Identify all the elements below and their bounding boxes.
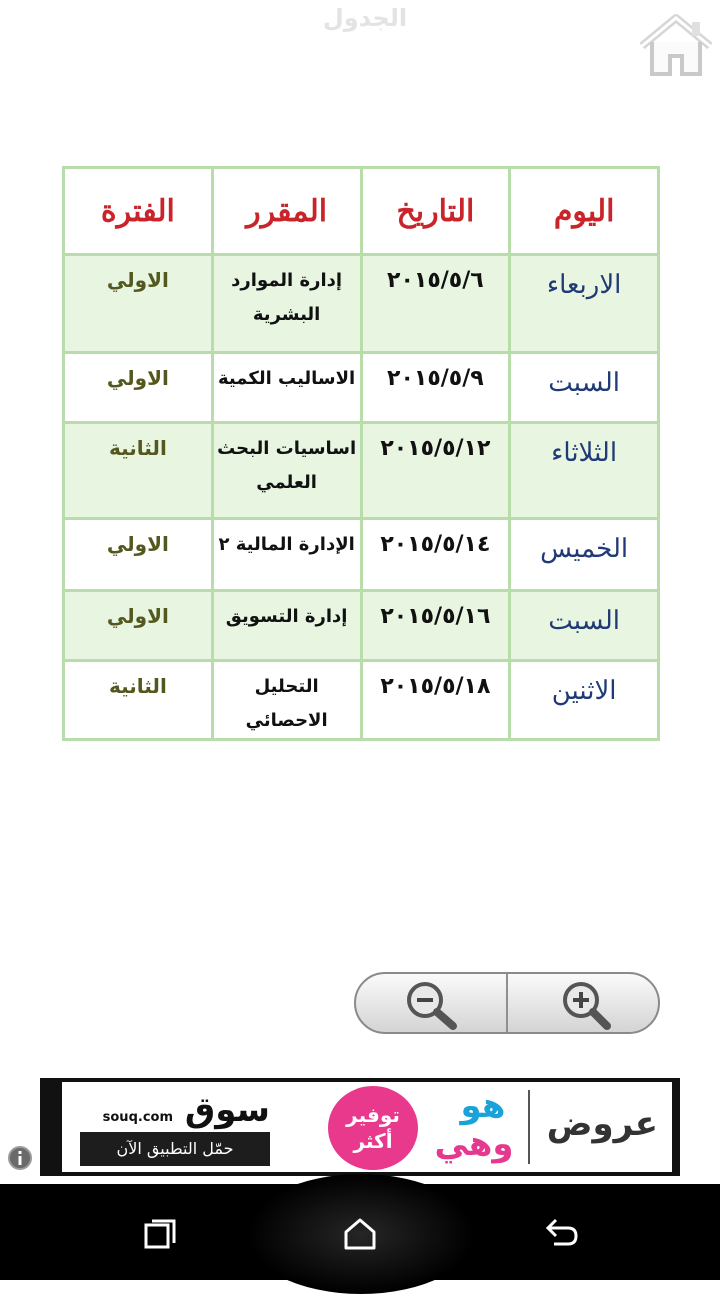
table-row: [64, 661, 659, 740]
table-row: [64, 423, 659, 519]
cell-date: ٢٠١٥/٥/١٤: [361, 519, 510, 591]
cell-date: ٢٠١٥/٥/١٢: [361, 423, 510, 519]
ad-badge: [328, 1086, 418, 1170]
home-icon: [636, 12, 716, 80]
cell-course: إدارة الموارد البشرية: [212, 255, 361, 353]
cell-period: الاولي: [64, 255, 213, 353]
cell-course: إدارة التسويق: [212, 591, 361, 661]
recent-apps-button[interactable]: [138, 1212, 182, 1256]
ad-content[interactable]: [62, 1082, 672, 1172]
cell-day: السبت: [510, 591, 659, 661]
cell-date: ٢٠١٥/٥/١٨: [361, 661, 510, 740]
exam-schedule-table: [62, 166, 660, 741]
ad-badge-line1: توفير: [346, 1103, 400, 1127]
cell-day: الاربعاء: [510, 255, 659, 353]
table-row: [64, 255, 659, 353]
ad-info-button[interactable]: [6, 1144, 34, 1172]
cell-day: الخميس: [510, 519, 659, 591]
header-period: الفترة: [64, 168, 213, 255]
info-icon: [6, 1144, 34, 1172]
cell-period: الثانية: [64, 423, 213, 519]
ad-download-button[interactable]: حمّل التطبيق الآن: [80, 1132, 270, 1166]
zoom-in-button[interactable]: [508, 974, 658, 1032]
table-row: [64, 353, 659, 423]
cell-period: الاولي: [64, 519, 213, 591]
cell-date: ٢٠١٥/٥/٩: [361, 353, 510, 423]
cell-date: ٢٠١٥/٥/٦: [361, 255, 510, 353]
cell-course: الاساليب الكمية: [212, 353, 361, 423]
cell-day: الثلاثاء: [510, 423, 659, 519]
header-course: المقرر: [212, 168, 361, 255]
table-header-row: [64, 168, 659, 255]
ad-brand-latin: .com: [137, 1110, 173, 1125]
zoom-out-button[interactable]: [356, 974, 506, 1032]
ad-banner[interactable]: [40, 1078, 680, 1176]
system-nav-bar: [0, 1184, 720, 1280]
home-nav-button[interactable]: [338, 1212, 382, 1256]
cell-period: الاولي: [64, 353, 213, 423]
back-button[interactable]: [538, 1212, 582, 1256]
cell-period: الثانية: [64, 661, 213, 740]
zoom-out-icon: [401, 976, 461, 1030]
cell-course: التحليل الاحصائي: [212, 661, 361, 740]
ad-badge-line2: أكثر: [353, 1129, 393, 1153]
cell-period: الاولي: [64, 591, 213, 661]
cell-date: ٢٠١٥/٥/١٦: [361, 591, 510, 661]
recent-apps-icon: [138, 1212, 182, 1256]
cell-day: الاثنين: [510, 661, 659, 740]
ad-huwa-text: هو: [460, 1086, 506, 1126]
header-date: التاريخ: [361, 168, 510, 255]
ad-brand: سوق: [184, 1090, 270, 1130]
cell-course: اساسيات البحث العلمي: [212, 423, 361, 519]
table-row: [64, 519, 659, 591]
home-button[interactable]: [636, 12, 716, 80]
cell-day: السبت: [510, 353, 659, 423]
header-day: اليوم: [510, 168, 659, 255]
zoom-controls: [354, 972, 660, 1034]
back-icon: [538, 1212, 582, 1256]
ad-separator: [528, 1090, 530, 1164]
ad-brand-prefix: souq: [102, 1110, 138, 1125]
cell-course: الإدارة المالية ٢: [212, 519, 361, 591]
home-nav-icon: [338, 1212, 382, 1256]
zoom-in-icon: [553, 976, 613, 1030]
page-title: الجدول: [322, 4, 408, 32]
table-row: [64, 591, 659, 661]
ad-wahia-text: وهي: [434, 1124, 514, 1164]
ad-offers-text: عروض: [546, 1104, 658, 1144]
